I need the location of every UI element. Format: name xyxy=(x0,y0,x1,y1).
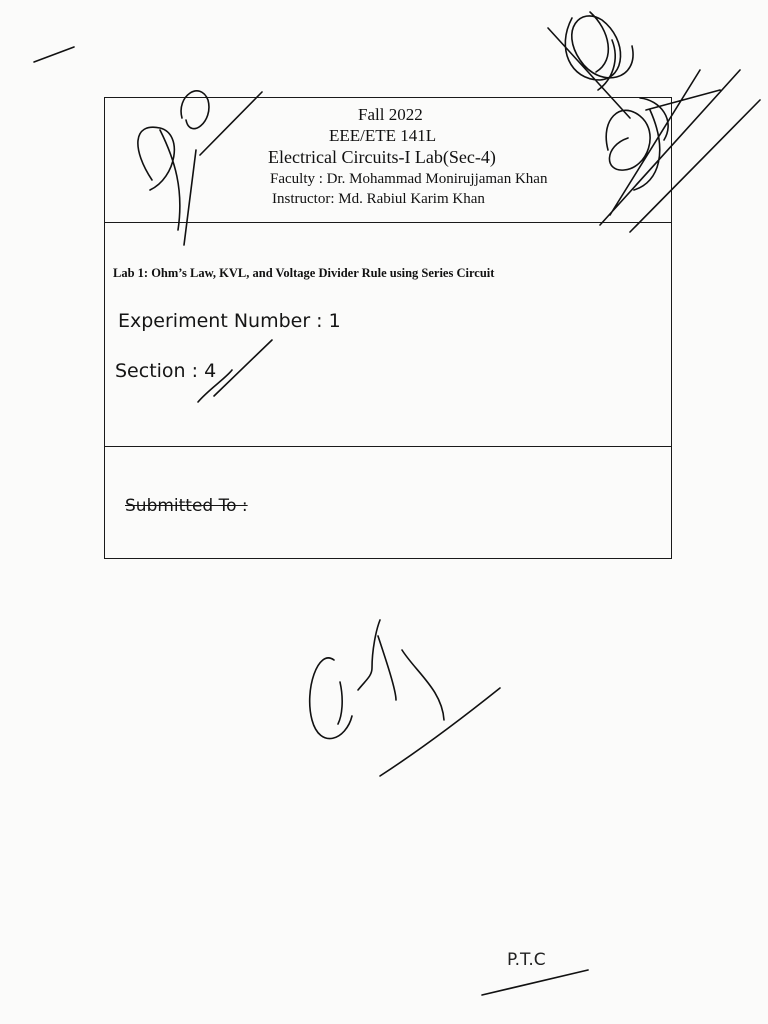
cover-sheet-box xyxy=(104,97,672,559)
pen-stroke xyxy=(482,970,588,995)
submitted-to: Submitted To : xyxy=(125,496,248,516)
experiment-number: Experiment Number : 1 xyxy=(118,310,341,332)
course-info-section xyxy=(105,98,671,222)
lab-title: Lab 1: Ohm’s Law, KVL, and Voltage Divider Rule using Series Circuit xyxy=(113,266,495,280)
signature-scribble xyxy=(310,620,500,776)
course-title: Electrical Circuits-I Lab(Sec-4) xyxy=(268,147,496,167)
section-divider xyxy=(105,222,671,223)
footer-note: P.T.C xyxy=(507,950,546,970)
instructor-name: Instructor: Md. Rabiul Karim Khan xyxy=(272,191,485,207)
pen-stroke xyxy=(34,47,74,62)
section-number: Section : 4 xyxy=(115,360,217,382)
term-label: Fall 2022 xyxy=(358,105,423,124)
course-code: EEE/ETE 141L xyxy=(329,126,437,145)
section-divider xyxy=(105,446,671,447)
faculty-name: Faculty : Dr. Mohammad Monirujjaman Khan xyxy=(270,171,548,187)
